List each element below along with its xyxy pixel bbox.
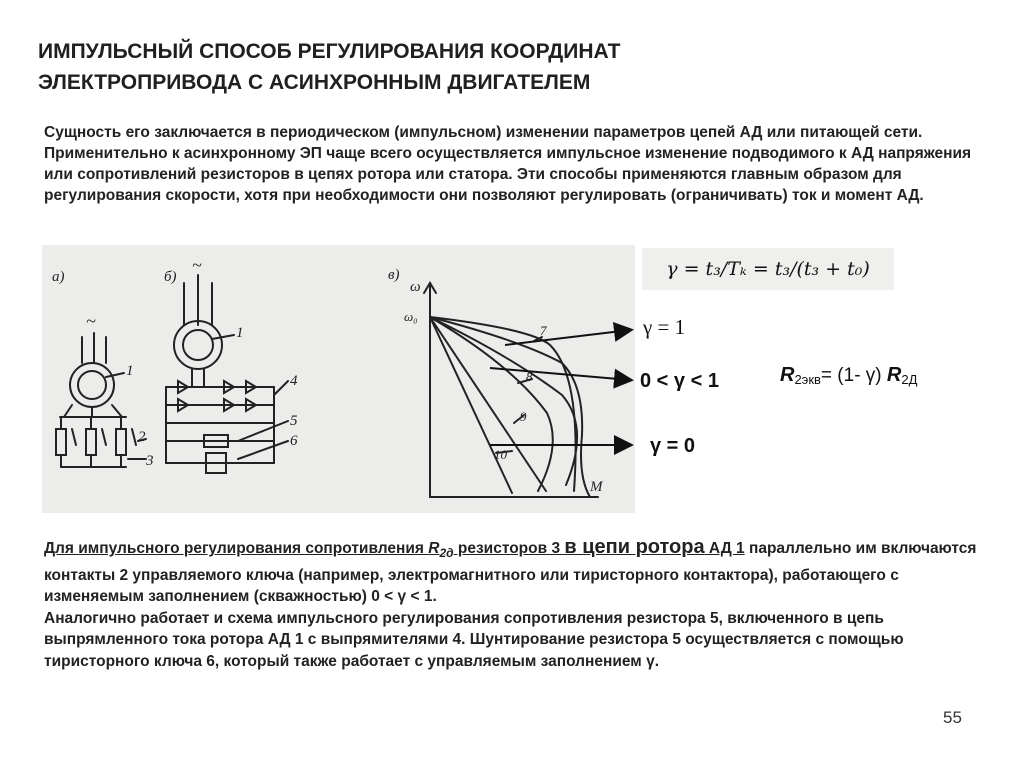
label-c: в)	[388, 267, 400, 283]
axis-m: M	[590, 479, 603, 495]
p1-text-c: АД 1	[704, 540, 745, 557]
label-a-3: 3	[146, 453, 154, 469]
slide-title	[38, 36, 938, 98]
r-sub-rd: 2Д	[901, 372, 918, 387]
r-equivalent-formula	[780, 364, 917, 387]
label-b: б)	[164, 269, 177, 285]
page-number: 55	[943, 708, 962, 727]
paragraph-1	[44, 537, 984, 608]
gamma-zero-label: γ = 0	[650, 435, 696, 457]
gamma-formula: γ = t₃/Tₖ = t₃/(t₃ + t₀)	[642, 248, 894, 290]
paragraph-1-underlined	[44, 536, 745, 561]
p1-rest: параллельно им включаются контакты 2 управляемого ключа (например, электромагнитного или тиристорного контактора), работающего с изменяемым заполнением (скважностью) 0 < γ < 1.	[44, 540, 977, 606]
label-a-1: 1	[126, 363, 134, 379]
tilde-b: ~	[192, 255, 202, 275]
circuit-a	[56, 333, 146, 467]
p1-r-sub: 2д	[439, 546, 454, 561]
curve-10: 10	[494, 447, 507, 462]
r-middle: = (1- γ)	[820, 365, 887, 386]
axis-omega0: ω₀	[404, 309, 418, 324]
p1-text-b: резисторов 3	[453, 540, 565, 557]
figure-svg	[42, 245, 635, 513]
label-b-1: 1	[236, 325, 244, 341]
gamma-mid-label: 0 < γ < 1	[640, 370, 719, 392]
label-b-6: 6	[290, 433, 298, 449]
lower-paragraphs	[44, 537, 984, 672]
characteristics-plot	[424, 283, 598, 497]
axis-omega: ω	[410, 279, 421, 295]
r-symbol-2: R	[886, 364, 902, 386]
label-b-5: 5	[290, 413, 298, 429]
curve-9: 9	[520, 409, 527, 424]
paragraph-2: Аналогично работает и схема импульсного регулирования сопротивления резистора 5, включенного в цепь выпрямленного тока ротора АД 1 с выпрямителями 4. Шунтирование резистора 5 осуществляется с помощью тиристорного ключа 6, который также работает с управляемым заполнением γ.	[44, 609, 904, 670]
intro-paragraph: Сущность его заключается в периодическом (импульсном) изменении параметров цепей АД или питающей сети. Применительно к асинхронному ЭП чаще всего осуществляется импульсное изменение подводимого к АД напряжения или сопротивлений резисторов в цепях ротора или статора. Эти способы применяются главным образом для регулирования скорости, хотя при необходимости они позволяют регулировать (ограничивать) ток и момент АД.	[44, 124, 972, 204]
r-symbol: R	[780, 364, 795, 386]
r-sub-equiv: 2экв	[794, 372, 821, 387]
circuit-b	[166, 275, 288, 473]
curve-7: 7	[540, 323, 547, 338]
gamma-one-label: γ = 1	[643, 315, 686, 339]
label-a-2: 2	[138, 429, 146, 445]
p1-r: R	[428, 540, 440, 557]
curve-8: 8	[526, 369, 533, 384]
scanned-figure	[42, 245, 635, 513]
label-b-4: 4	[290, 373, 298, 389]
p1-rotor: в цепи ротора	[564, 536, 705, 558]
title-line-1: ИМПУЛЬСНЫЙ СПОСОБ РЕГУЛИРОВАНИЯ КООРДИНАТ	[38, 40, 621, 63]
p1-text-a: Для импульсного регулирования сопротивления	[44, 540, 429, 557]
tilde-a: ~	[86, 311, 96, 331]
label-a: а)	[52, 269, 65, 285]
title-line-2: ЭЛЕКТРОПРИВОДА С АСИНХРОННЫМ ДВИГАТЕЛЕМ	[38, 71, 591, 94]
